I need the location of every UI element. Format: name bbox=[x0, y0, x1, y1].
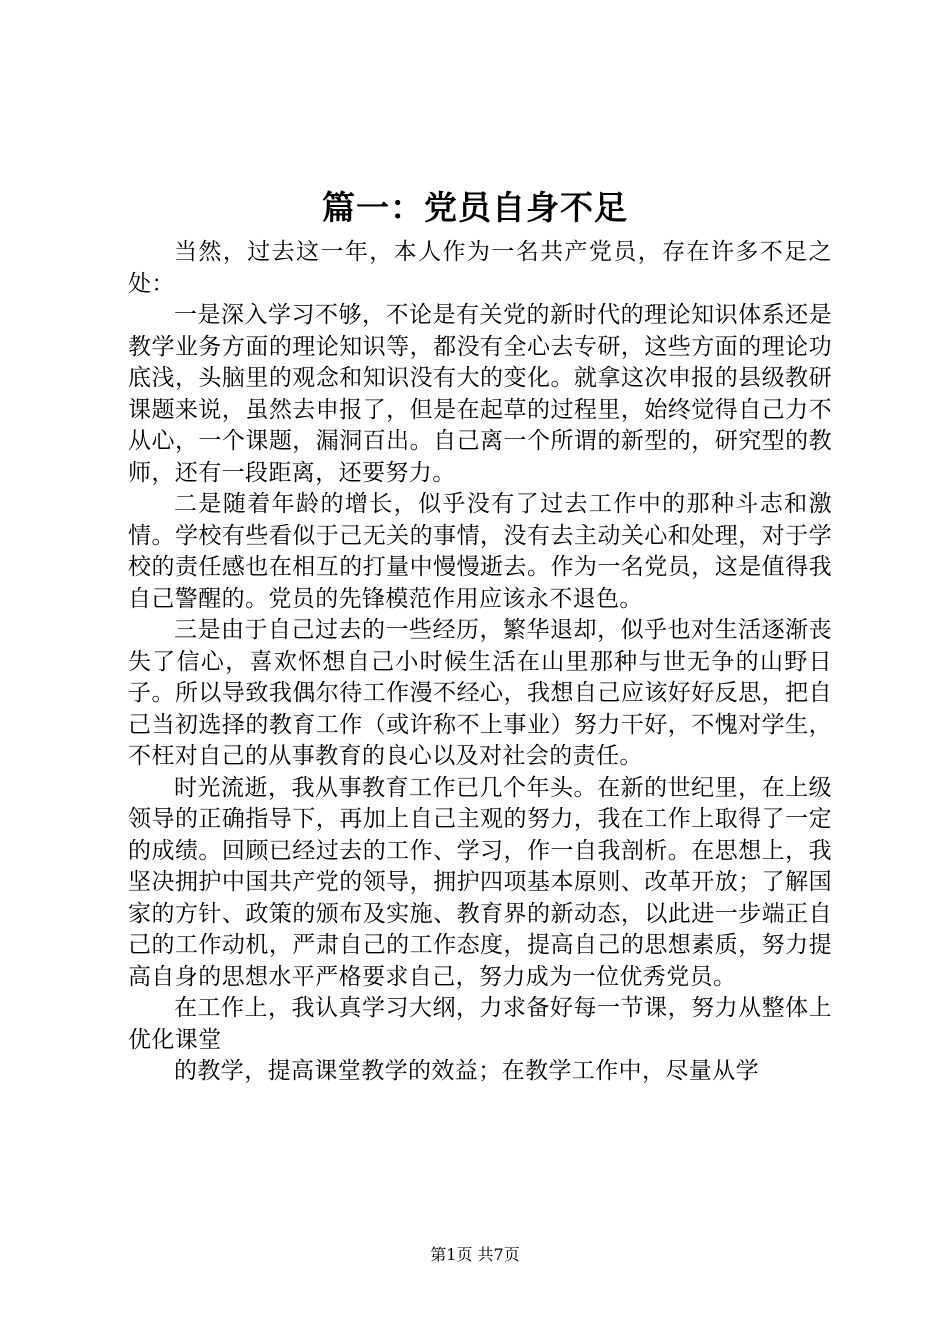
document-title: 篇一：党员自身不足 bbox=[322, 188, 628, 227]
paragraph-teaching: 的教学，提高课堂教学的效益；在教学工作中，尽量从学 bbox=[174, 1058, 759, 1084]
paragraph-point-one: 一是深入学习不够，不论是有关党的新时代的理论知识体系还是教学业务方面的理论知识等，都没有全心去专研，这些方面的理论功底浅，头脑里的观念和知识没有大的变化。就拿这次申报的县级教研课题来说，虽然去申报了，但是在起草的过程里，始终觉得自己力不从心，一个课题，漏洞百出。自己离一个所谓的新型的，研究型的教师，还有一段距离，还要努力。 bbox=[128, 302, 832, 486]
paragraph-intro: 当然，过去这一年，本人作为一名共产党员，存在许多不足之处： bbox=[128, 239, 832, 297]
document-body bbox=[128, 237, 832, 1088]
page-number-footer: 第1页 共7页 bbox=[430, 1245, 520, 1264]
paragraph-point-three: 三是由于自己过去的一些经历，繁华退却，似乎也对生活逐渐丧失了信心，喜欢怀想自己小时候生活在山里那种与世无争的山野日子。所以导致我偶尔待工作漫不经心，我想自己应该好好反思，把自己当初选择的教育工作（或许称不上事业）努力干好，不愧对学生，不枉对自己的从事教育的良心以及对社会的责任。 bbox=[128, 617, 832, 769]
paragraph-work: 在工作上，我认真学习大纲，力求备好每一节课，努力从整体上优化课堂 bbox=[128, 995, 832, 1053]
paragraph-point-two: 二是随着年龄的增长，似乎没有了过去工作中的那种斗志和激情。学校有些看似于己无关的事情，没有去主动关心和处理，对于学校的责任感也在相互的打量中慢慢逝去。作为一名党员，这是值得我自己警醒的。党员的先锋模范作用应该永不退色。 bbox=[128, 491, 832, 612]
paragraph-review: 时光流逝，我从事教育工作已几个年头。在新的世纪里，在上级领导的正确指导下，再加上自己主观的努力，我在工作上取得了一定的成绩。回顾已经过去的工作、学习，作一自我剖析。在思想上，我坚决拥护中国共产党的领导，拥护四项基本原则、改革开放；了解国家的方针、政策的颁布及实施、教育界的新动态，以此进一步端正自己的工作动机，严肃自己的工作态度，提高自己的思想素质，努力提高自身的思想水平严格要求自己，努力成为一位优秀党员。 bbox=[128, 774, 832, 990]
